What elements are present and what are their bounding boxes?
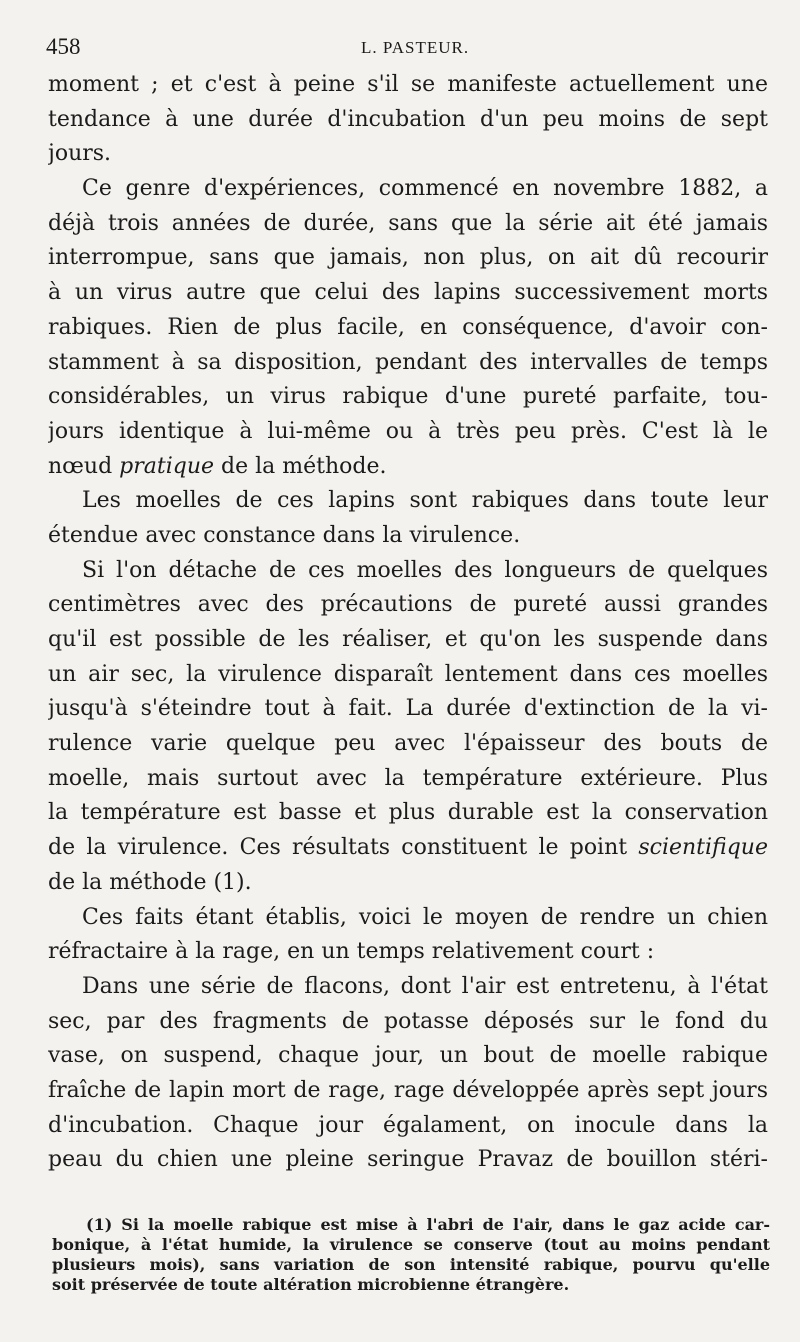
body-line-text: de la méthode (1). bbox=[48, 869, 252, 895]
footnote-line bbox=[52, 1235, 770, 1255]
body-line bbox=[48, 311, 768, 346]
body-line-text: stamment à sa disposition, pendant des intervalles de temps bbox=[48, 349, 768, 375]
footnote bbox=[52, 1215, 770, 1295]
body-line bbox=[48, 935, 768, 970]
body-line-text: considérables, un virus rabique d'une pureté parfaite, tou- bbox=[48, 384, 768, 410]
body-line-text: un air sec, la virulence disparaît lentement dans ces moelles bbox=[48, 661, 768, 687]
body-line bbox=[48, 623, 768, 658]
body-line bbox=[48, 137, 768, 172]
body-line bbox=[48, 380, 768, 415]
body-line-text: réfractaire à la rage, en un temps relativement court : bbox=[48, 939, 655, 965]
body-line-text: à un virus autre que celui des lapins successivement morts bbox=[48, 280, 768, 306]
body-line bbox=[48, 831, 768, 866]
body-line bbox=[48, 588, 768, 623]
body-line bbox=[48, 1143, 768, 1178]
body-line-text: déjà trois années de durée, sans que la série ait été jamais bbox=[48, 210, 768, 236]
page-header bbox=[46, 34, 770, 64]
body-line-text: tendance à une durée d'incubation d'un peu moins de sept bbox=[48, 106, 768, 132]
body-line bbox=[48, 346, 768, 381]
body-text bbox=[48, 68, 768, 1178]
body-line-text: Si l'on détache de ces moelles des longueurs de quelques bbox=[82, 557, 768, 583]
body-line bbox=[48, 1074, 768, 1109]
body-line-text: moment ; et c'est à peine s'il se manifeste actuellement une bbox=[48, 72, 768, 97]
footnote-line bbox=[52, 1255, 770, 1275]
body-line bbox=[48, 796, 768, 831]
page-number: 458 bbox=[46, 34, 81, 59]
body-line bbox=[48, 658, 768, 693]
body-line bbox=[48, 901, 768, 936]
body-line-text: Ces faits étant établis, voici le moyen de rendre un chien bbox=[82, 904, 768, 930]
body-line bbox=[48, 727, 768, 762]
italic-emphasis: pratique bbox=[119, 453, 215, 479]
footnote-line bbox=[52, 1215, 770, 1235]
body-line-text: sec, par des fragments de potasse déposés sur le fond du bbox=[48, 1008, 768, 1034]
body-line bbox=[48, 1039, 768, 1074]
italic-emphasis: scientifique bbox=[638, 835, 768, 861]
body-line bbox=[48, 762, 768, 797]
body-line bbox=[48, 103, 768, 138]
body-line-text: interrompue, sans que jamais, non plus, on ait dû recourir bbox=[48, 245, 768, 271]
body-line-text: la température est basse et plus durable est la conservation bbox=[48, 800, 768, 826]
body-line bbox=[48, 1109, 768, 1144]
footnote-line-text: soit préservée de toute altération microbienne étrangère. bbox=[52, 1275, 570, 1294]
body-line bbox=[48, 207, 768, 242]
body-line bbox=[48, 866, 768, 901]
body-line-text: qu'il est possible de les réaliser, et qu'on les suspende dans bbox=[48, 627, 768, 652]
body-line bbox=[48, 519, 768, 554]
body-line bbox=[48, 68, 768, 103]
body-line-text: rulence varie quelque peu avec l'épaisseur des bouts de bbox=[48, 731, 768, 757]
body-line-text: Les moelles de ces lapins sont rabiques dans toute leur bbox=[82, 488, 768, 514]
body-line bbox=[48, 1005, 768, 1040]
body-line-text: d'incubation. Chaque jour égalament, on inocule dans la bbox=[48, 1112, 768, 1138]
footnote-line-text: plusieurs mois), sans variation de son intensité rabique, pourvu qu'elle bbox=[52, 1255, 770, 1274]
body-line-text: jours identique à lui-même ou à très peu près. C'est là le bbox=[48, 418, 768, 444]
footnote-line-text: bonique, à l'état humide, la virulence se conserve (tout au moins pendant bbox=[52, 1235, 770, 1254]
running-head: L. PASTEUR. bbox=[361, 38, 470, 57]
footnote-line-text: (1) Si la moelle rabique est mise à l'abri de l'air, dans le gaz acide car- bbox=[86, 1215, 770, 1234]
body-line-text: jours. bbox=[48, 141, 112, 167]
body-line-text: jusqu'à s'éteindre tout à fait. La durée d'extinction de la vi- bbox=[48, 696, 768, 722]
body-line bbox=[48, 554, 768, 589]
body-line bbox=[48, 172, 768, 207]
body-line bbox=[48, 276, 768, 311]
footnote-line bbox=[52, 1275, 770, 1295]
body-line bbox=[48, 450, 768, 485]
body-line bbox=[48, 692, 768, 727]
body-line-text: étendue avec constance dans la virulence. bbox=[48, 522, 521, 548]
body-line-text: Dans une série de flacons, dont l'air est entretenu, à l'état bbox=[82, 973, 768, 999]
body-line bbox=[48, 970, 768, 1005]
body-line bbox=[48, 484, 768, 519]
body-line-text: vase, on suspend, chaque jour, un bout de moelle rabique bbox=[48, 1043, 768, 1069]
body-line-text: peau du chien une pleine seringue Pravaz de bouillon stéri- bbox=[48, 1147, 768, 1173]
body-line bbox=[48, 415, 768, 450]
body-line-text: Ce genre d'expériences, commencé en novembre 1882, a bbox=[82, 176, 768, 202]
body-line-text: moelle, mais surtout avec la température extérieure. Plus bbox=[48, 765, 768, 791]
body-line-text: nœud bbox=[48, 453, 120, 479]
body-line-text: centimètres avec des précautions de pureté aussi grandes bbox=[48, 592, 768, 618]
body-line bbox=[48, 241, 768, 276]
body-line-text: de la virulence. Ces résultats constituent le point bbox=[48, 835, 639, 861]
body-line-text: rabiques. Rien de plus facile, en conséquence, d'avoir con- bbox=[48, 314, 768, 340]
body-line-text: fraîche de lapin mort de rage, rage développée après sept jours bbox=[48, 1077, 768, 1103]
body-line-text-after: de la méthode. bbox=[214, 453, 387, 479]
